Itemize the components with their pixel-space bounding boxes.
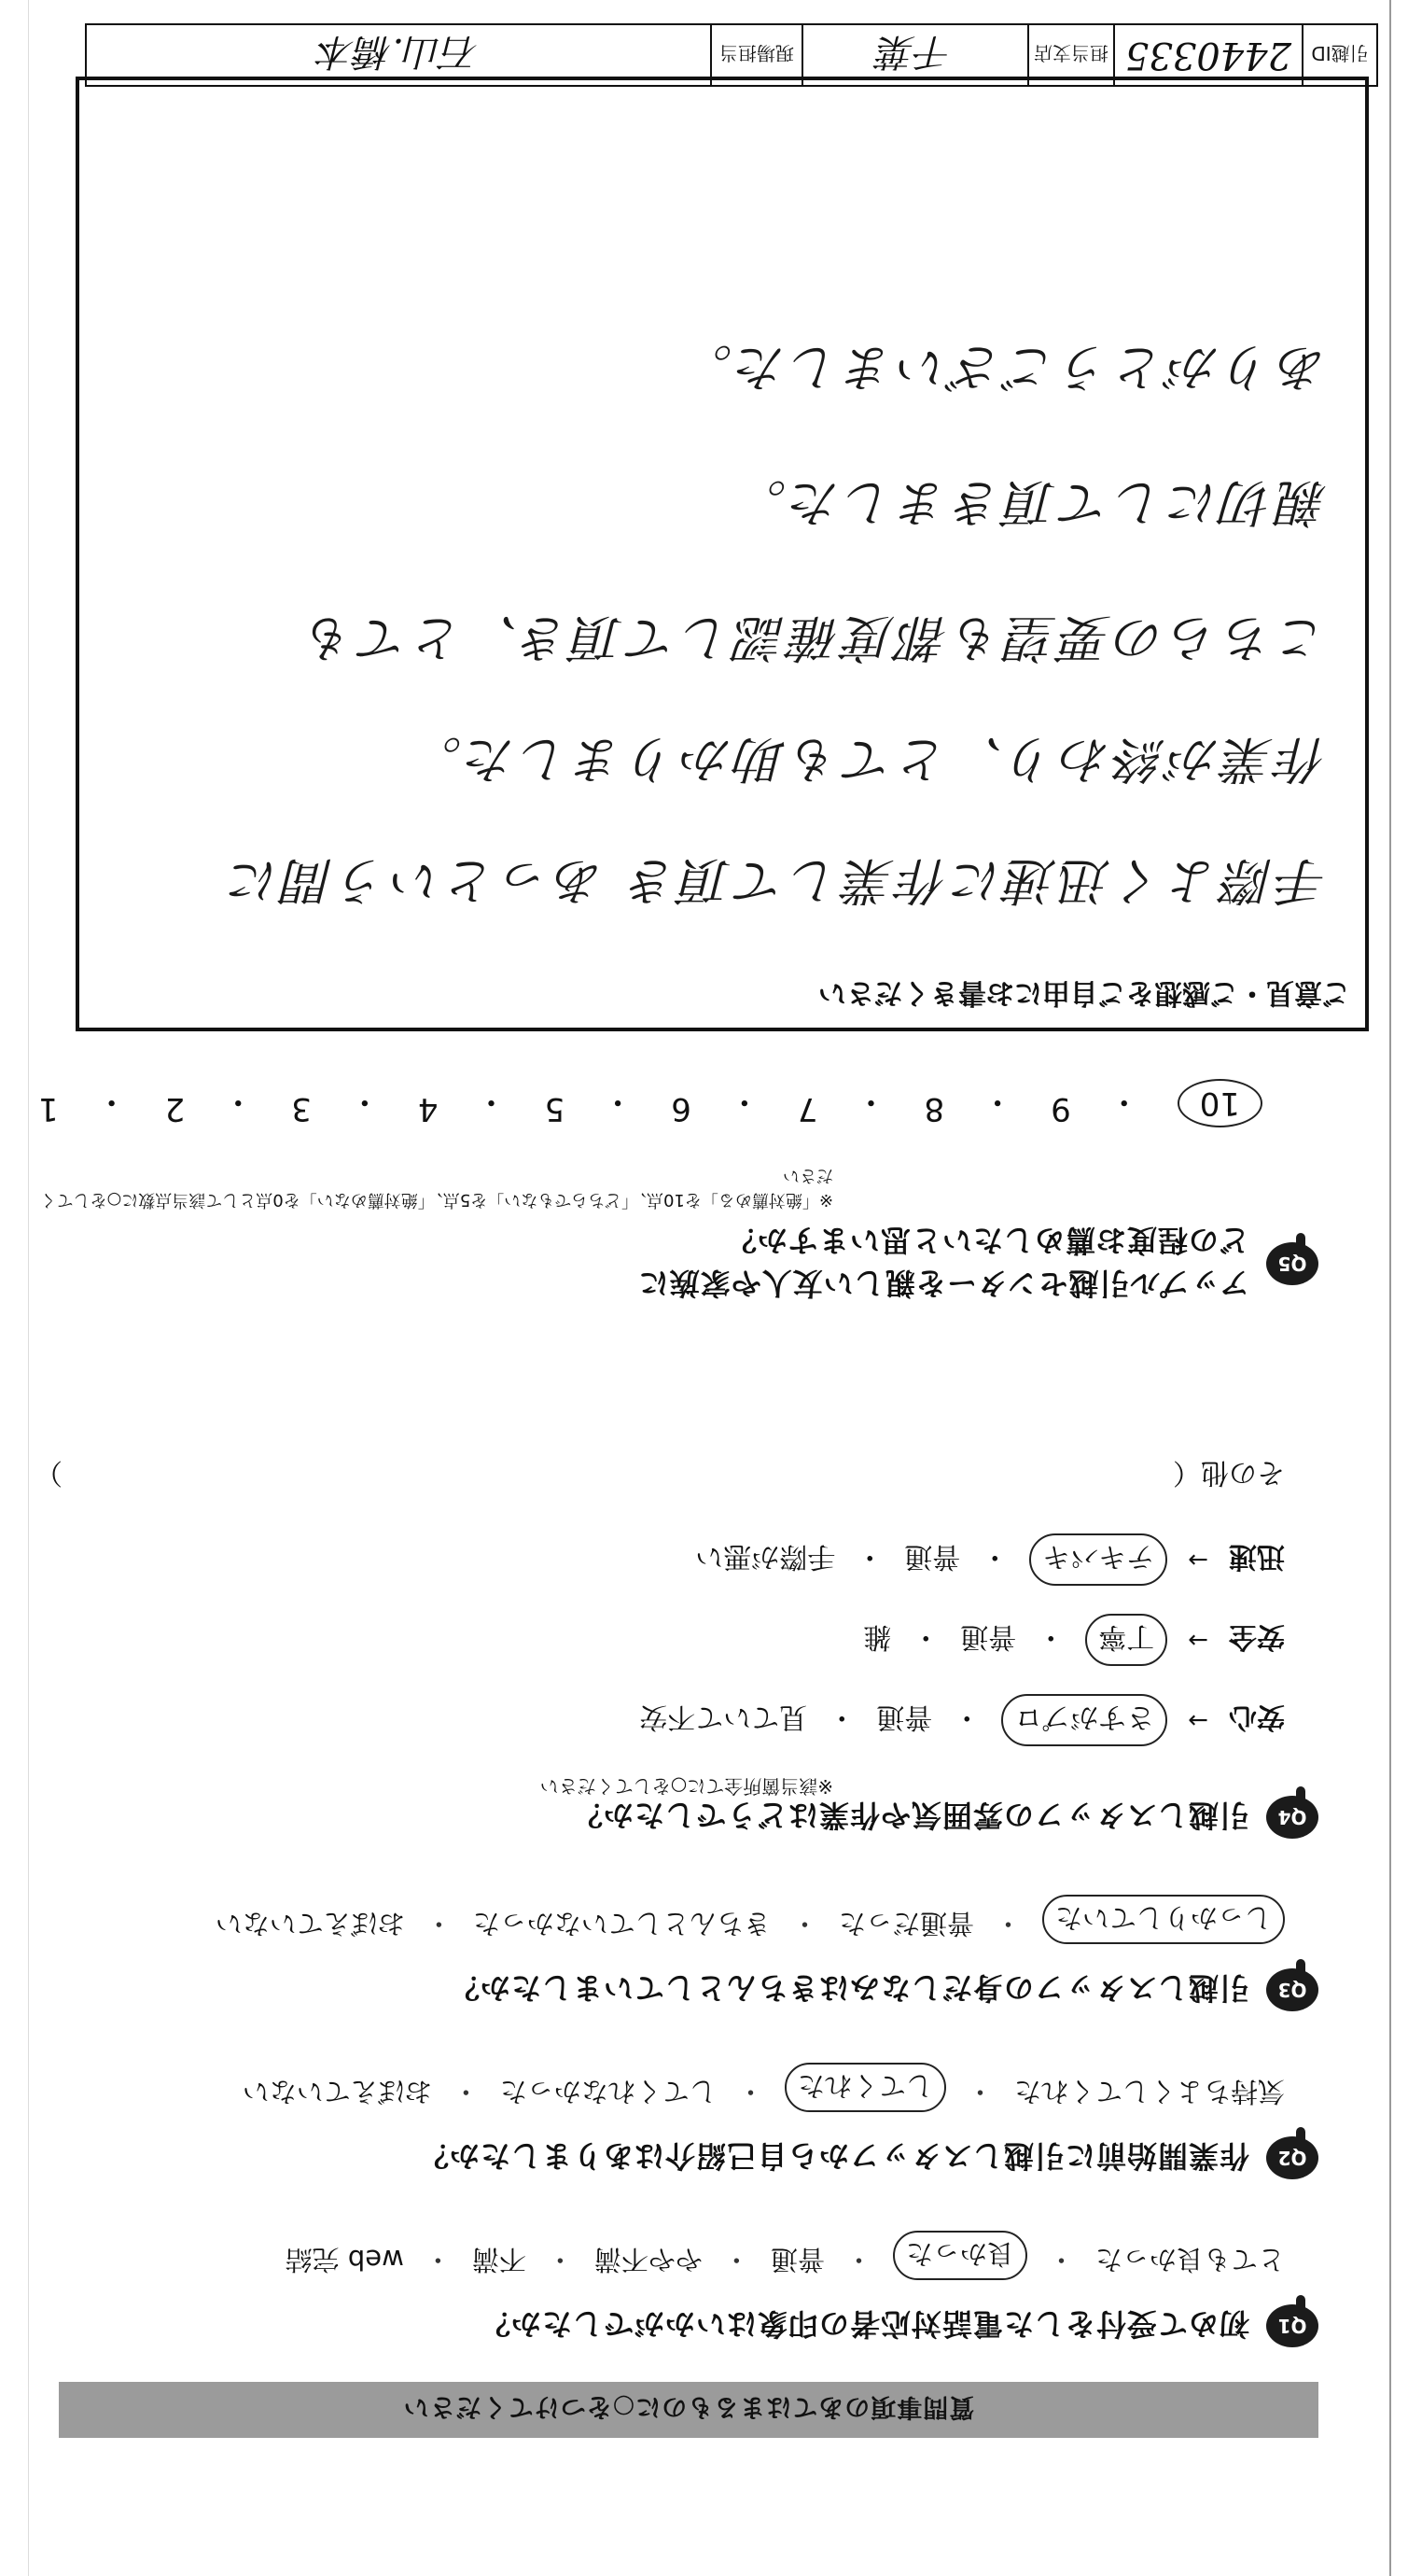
branch-label: 担当支店 [1027,25,1113,85]
q5-scores[interactable] [31,1079,1262,1127]
separator: ・ [994,1908,1022,1939]
arrow-icon: → [1188,1706,1208,1734]
separator: ・ [722,2244,750,2275]
q4-row-option[interactable]: 雑 [863,1620,892,1653]
q3-options[interactable] [31,1895,1285,1944]
staff-label: 現場担当 [710,25,802,85]
separator: ・ [348,1083,381,1120]
q3-badge: Q3 [1266,1968,1318,2011]
q1-option-2[interactable]: 普通 [770,2244,825,2275]
q5-score-2[interactable]: 2 [164,1090,186,1127]
q1-badge: Q1 [1266,2304,1318,2347]
header-band: 質問事項のあてはまるものに○をつけてください [59,2382,1318,2438]
q3-text: 引越しスタッフの身だしなみはきちんとしていましたか？ [448,1970,1249,2006]
q2-options[interactable] [31,2063,1285,2112]
separator: ・ [546,2244,574,2275]
question-5 [31,1079,1318,1307]
question-3 [31,1895,1318,2011]
q3-option-1[interactable]: 普通だった [838,1908,974,1939]
separator: ・ [844,2244,872,2275]
separator: ・ [1037,1620,1066,1653]
q4-row-option[interactable]: 見ていて不安 [639,1701,808,1733]
q5-score-5[interactable]: 5 [544,1090,565,1127]
separator [0,1079,1,1127]
q2-option-1[interactable]: してくれた [785,2063,946,2112]
separator: ・ [982,1083,1014,1120]
separator: ・ [855,1083,887,1120]
q2-option-3[interactable]: おぼえていない [242,2076,432,2107]
handwritten-line-1: 手際よく迅速に作業して頂き あっという間に [226,851,1328,910]
q4-row-option[interactable]: 手際が悪い [695,1540,836,1573]
q5-text-line2: どの程度お薦めしたいと思いますか？ [725,1223,1249,1258]
staff-value: 石山.橋本 [317,30,480,74]
separator: ・ [222,1083,255,1120]
id-label: 引越ID [1302,25,1376,85]
q2-option-2[interactable]: してくれなかった [499,2076,717,2107]
question-2 [31,2063,1318,2179]
separator: ・ [953,1701,982,1733]
handwritten-line-4: 親切にして頂きました。 [732,473,1328,532]
separator: ・ [95,1083,128,1120]
branch-value: 千葉 [802,25,1027,85]
handwritten-line-2: 作業が終わり、とても助かりました。 [408,730,1328,789]
separator: ・ [981,1540,1010,1573]
q1-option-1[interactable]: 良かった [893,2231,1027,2280]
q5-score-10[interactable]: 10 [1178,1079,1262,1127]
footer-id-row [85,23,1378,87]
q4-row-0 [31,1694,1285,1746]
q4-row-label: 迅速 [1229,1540,1285,1573]
q4-text: 引越しスタッフの雰囲気や作業はどうでしたか？ [571,1798,1249,1833]
q4-row-option[interactable]: さすがプロ [1001,1694,1167,1746]
q4-other-close: ） [35,1456,63,1489]
q1-option-4[interactable]: 不満 [471,2244,526,2275]
q2-badge: Q2 [1266,2136,1318,2179]
separator: ・ [475,1083,508,1120]
separator: ・ [966,2076,994,2107]
separator: ・ [912,1620,941,1653]
question-4 [31,1455,1318,1839]
q4-other-label: その他（ [1173,1456,1285,1489]
q1-text: 初めて受付をした電話対応者の印象はいかがでしたか？ [479,2306,1249,2342]
q5-note: ※「絶対薦める」を10点、「どちらでもない」を5点、「絶対薦めない」を0点として該当点数に○をしてください [39,1166,833,1210]
q5-badge: Q5 [1266,1242,1318,1285]
separator: ・ [452,2076,480,2107]
separator: ・ [425,1908,453,1939]
q1-option-3[interactable]: やや不満 [593,2244,703,2275]
q2-option-0[interactable]: 気持ちよくしてくれた [1013,2076,1285,2107]
separator: ・ [1108,1083,1140,1120]
q5-text-line1: アップル引越センターを親しい友人や家族に [637,1266,1249,1301]
q4-row-option[interactable]: 普通 [876,1701,933,1733]
comment-title: ご意見・ご感想をご自由にお書きください [818,976,1350,1009]
q5-score-3[interactable]: 3 [291,1090,312,1127]
q5-score-9[interactable]: 9 [1051,1090,1071,1127]
q4-row-option[interactable]: テキパキ [1029,1533,1167,1586]
separator: ・ [1047,2244,1075,2275]
separator: ・ [602,1083,634,1120]
q1-option-0[interactable]: とても良かった [1094,2244,1285,2275]
handwritten-line-5: ありがとうございました。 [678,338,1328,397]
q4-note: ※該当箇所全てに○をしてください [539,1775,833,1798]
question-1 [31,2231,1318,2347]
q4-row-option[interactable]: 普通 [904,1540,961,1573]
q3-option-3[interactable]: おぼえていない [215,1908,405,1939]
q5-score-4[interactable]: 4 [417,1090,439,1127]
q5-score-1[interactable]: 1 [37,1090,59,1127]
separator: ・ [856,1540,885,1573]
page-edge-right [28,0,29,2576]
q4-row-option[interactable]: 丁寧 [1085,1614,1167,1666]
separator: ・ [828,1701,857,1733]
q4-row-label: 安全 [1229,1620,1285,1653]
q4-row-1 [31,1614,1285,1666]
page-edge [1389,0,1391,2576]
q4-other[interactable] [35,1455,1285,1496]
q4-row-option[interactable]: 普通 [960,1620,1017,1653]
q5-score-7[interactable]: 7 [797,1090,818,1127]
handwritten-line-3: こちらの要望も都度確認して頂き、とても [301,609,1328,667]
separator: ・ [424,2244,452,2275]
q3-option-0[interactable]: しっかりしていた [1042,1895,1285,1944]
q4-badge: Q4 [1266,1796,1318,1839]
id-value: 2440335 [1113,25,1302,85]
q1-option-5[interactable]: web 完結 [285,2244,404,2275]
separator: ・ [736,2076,764,2107]
q5-score-6[interactable]: 6 [671,1090,691,1127]
separator: ・ [728,1083,760,1120]
q4-row-2 [31,1533,1285,1586]
q4-row-label: 安心 [1229,1701,1285,1733]
q2-text: 作業開始前に引越しスタッフから自己紹介はありましたか？ [417,2138,1249,2174]
arrow-icon: → [1188,1546,1208,1574]
comment-box[interactable] [76,77,1369,1031]
q5-score-8[interactable]: 8 [924,1090,945,1127]
separator: ・ [790,1908,818,1939]
q4-rows [31,1533,1318,1746]
arrow-icon: → [1188,1626,1208,1654]
q1-options[interactable] [31,2231,1285,2280]
q3-option-2[interactable]: きちんとしていなかった [472,1908,771,1939]
